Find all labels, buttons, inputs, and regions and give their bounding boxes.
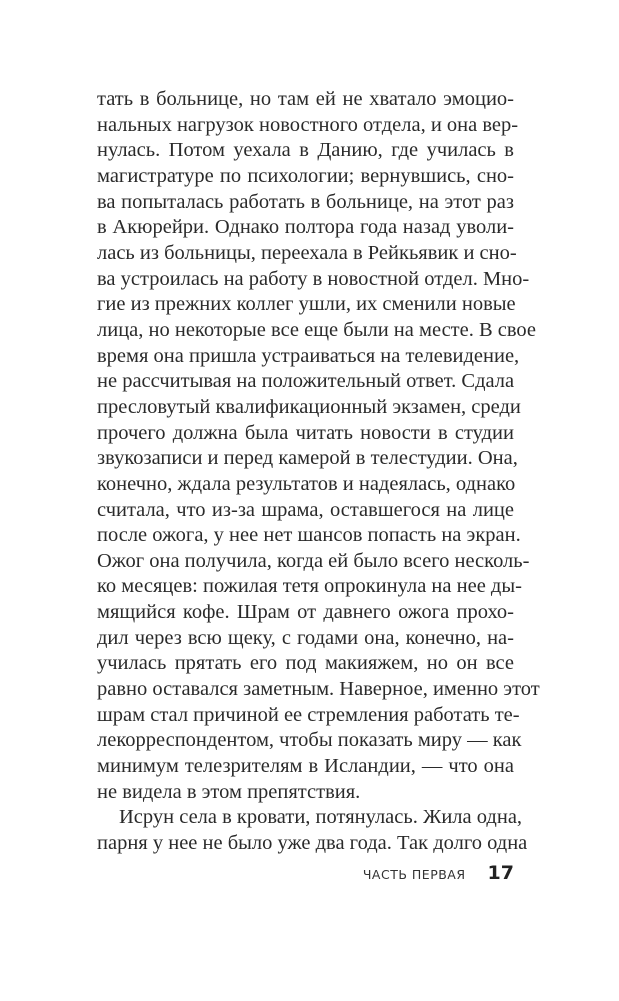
text-line: конечно, ждала результатов и надеялась, однако <box>97 472 516 495</box>
page-number: 17 <box>487 862 514 884</box>
page-footer <box>363 862 514 884</box>
text-line: ко месяцев: пожилая тетя опрокинула на нее ды- <box>97 575 522 598</box>
text-line: нулась. Потом уехала в Данию, где училась в <box>97 139 514 162</box>
text-line: пресловутый квалификационный экзамен, среди <box>97 395 521 418</box>
text-line: шрам стал причиной ее стремления работать те- <box>97 703 520 726</box>
text-line: Ожог она получила, когда ей было всего несколь- <box>97 549 530 572</box>
text-line: парня у нее не было уже два года. Так долго одна <box>97 832 528 855</box>
text-line: магистратуре по психологии; вернувшись, сно- <box>97 164 514 187</box>
text-line: в Акюрейри. Однако полтора года назад уволи- <box>97 216 514 239</box>
text-line: Исрун села в кровати, потянулась. Жила одна, <box>119 806 523 829</box>
text-line: лась из больницы, переехала в Рейкьявик и сно- <box>97 241 517 264</box>
text-line: считала, что из-за шрама, оставшегося на лице <box>97 498 514 521</box>
text-line: мящийся кофе. Шрам от давнего ожога прохо- <box>97 601 514 624</box>
text-line: время она пришла устраиваться на телевидение, <box>97 344 520 367</box>
text-line: нальных нагрузок новостного отдела, и она вер- <box>97 113 519 136</box>
text-line: ва устроилась на работу в новостной отдел. Мно- <box>97 267 530 290</box>
text-line: равно оставался заметным. Наверное, именно этот <box>97 678 540 701</box>
text-line: гие из прежних коллег ушли, их сменили новые <box>97 293 516 316</box>
text-line: минимум телезрителям в Исландии, — что она <box>97 755 514 778</box>
text-line: прочего должна была читать новости в студии <box>97 421 514 444</box>
text-line: не видела в этом препятствия. <box>97 780 361 803</box>
text-line: лица, но некоторые все еще были на месте. В свое <box>97 318 537 341</box>
text-line: училась прятать его под макияжем, но он все <box>97 652 514 675</box>
text-line: лекорреспондентом, чтобы показать миру — как <box>97 729 522 752</box>
text-line: дил через всю щеку, с годами она, конечно, на- <box>97 626 514 649</box>
text-line: после ожога, у нее нет шансов попасть на экран. <box>97 524 521 547</box>
text-line: звукозаписи и перед камерой в телестудии. Она, <box>97 447 518 470</box>
text-line: тать в больнице, но там ей не хватало эмоцио- <box>97 88 514 110</box>
running-head: ЧАСТЬ ПЕРВАЯ <box>362 867 466 882</box>
body-text <box>97 87 540 857</box>
text-line: не рассчитывая на положительный ответ. Сдала <box>97 370 515 393</box>
text-line: ва попыталась работать в больнице, на этот раз <box>97 190 514 213</box>
